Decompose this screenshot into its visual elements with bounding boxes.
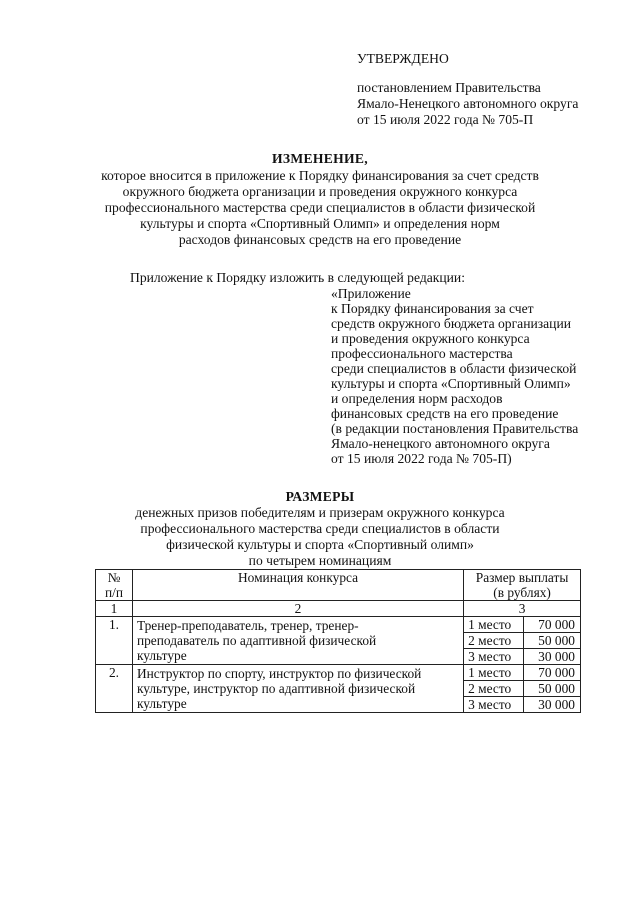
- row-nomination: [132, 665, 463, 713]
- appendix-line: профессионального мастерства: [331, 346, 513, 361]
- index-cell: 2: [132, 601, 463, 617]
- approval-line: от 15 июля 2022 года № 705-П: [357, 112, 534, 127]
- statement: Приложение к Порядку изложить в следующей редакции:: [130, 270, 465, 285]
- sizes-line: профессионального мастерства среди специалистов в области: [140, 521, 500, 536]
- header-num-line: №: [107, 570, 121, 585]
- header-num-line: п/п: [104, 585, 123, 600]
- appendix-line: и проведения окружного конкурса: [331, 331, 530, 346]
- amount-cell: 50 000: [524, 681, 581, 697]
- appendix-line: и определения норм расходов: [331, 391, 503, 406]
- row-num: 1.: [96, 617, 133, 665]
- table-header-row: [96, 570, 581, 601]
- nomination-line: Инструктор по спорту, инструктор по физической: [136, 666, 422, 681]
- sizes-line: физической культуры и спорта «Спортивный олимп»: [166, 537, 474, 552]
- appendix-line: (в редакции постановления Правительства: [331, 421, 579, 436]
- appendix-line: средств окружного бюджета организации: [331, 316, 571, 331]
- place-cell: 1 место: [464, 617, 524, 633]
- appendix-line: среди специалистов в области физической: [331, 361, 577, 376]
- table-index-row: [96, 601, 581, 617]
- table-row: [96, 617, 581, 633]
- appendix-line: от 15 июля 2022 года № 705-П): [331, 451, 512, 466]
- place-cell: 2 место: [464, 633, 524, 649]
- place-cell: 3 место: [464, 649, 524, 665]
- approval-heading: УТВЕРЖДЕНО: [357, 51, 449, 66]
- amount-cell: 30 000: [524, 697, 581, 713]
- nomination-line: Тренер-преподаватель, тренер, тренер-: [136, 618, 359, 633]
- row-num: 2.: [96, 665, 133, 713]
- nomination-line: культуре: [136, 648, 187, 663]
- header-payment-line: (в рублях): [493, 585, 551, 600]
- appendix-line: культуры и спорта «Спортивный Олимп»: [331, 376, 571, 391]
- appendix-line: Ямало-ненецкого автономного округа: [331, 436, 550, 451]
- amount-cell: 30 000: [524, 649, 581, 665]
- sizes-line: по четырем номинациям: [248, 553, 392, 568]
- place-cell: 2 место: [464, 681, 524, 697]
- nomination-line: преподаватель по адаптивной физической: [136, 633, 377, 648]
- header-payment: [464, 570, 581, 601]
- nomination-line: культуре, инструктор по адаптивной физической: [136, 681, 416, 696]
- header-nomination: [132, 570, 463, 601]
- amount-cell: 50 000: [524, 633, 581, 649]
- index-cell: 3: [464, 601, 581, 617]
- appendix-line: к Порядку финансирования за счет: [331, 301, 534, 316]
- table-row: [96, 665, 581, 681]
- change-line: культуры и спорта «Спортивный Олимп» и определения норм: [140, 216, 500, 231]
- sizes-title: РАЗМЕРЫ: [285, 489, 355, 504]
- place-cell: 1 место: [464, 665, 524, 681]
- amount-cell: 70 000: [524, 665, 581, 681]
- change-line: окружного бюджета организации и проведения окружного конкурса: [122, 184, 518, 199]
- prizes-table: [95, 569, 581, 713]
- sizes-line: денежных призов победителям и призерам окружного конкурса: [135, 505, 505, 520]
- approval-line: Ямало-Ненецкого автономного округа: [357, 96, 579, 111]
- row-nomination: [132, 617, 463, 665]
- appendix-line: финансовых средств на его проведение: [331, 406, 559, 421]
- approval-line: постановлением Правительства: [357, 80, 541, 95]
- header-nomination-text: Номинация конкурса: [237, 570, 359, 585]
- change-line: профессионального мастерства среди специалистов в области физической: [104, 200, 536, 215]
- header-num: [96, 570, 133, 601]
- appendix-line: «Приложение: [331, 286, 411, 301]
- index-cell: 1: [96, 601, 133, 617]
- change-line: расходов финансовых средств на его проведение: [178, 232, 462, 247]
- amount-cell: 70 000: [524, 617, 581, 633]
- nomination-line: культуре: [136, 696, 187, 711]
- header-payment-line: Размер выплаты: [475, 570, 569, 585]
- change-title: ИЗМЕНЕНИЕ,: [272, 151, 368, 166]
- change-line: которое вносится в приложение к Порядку финансирования за счет средств: [101, 168, 539, 183]
- place-cell: 3 место: [464, 697, 524, 713]
